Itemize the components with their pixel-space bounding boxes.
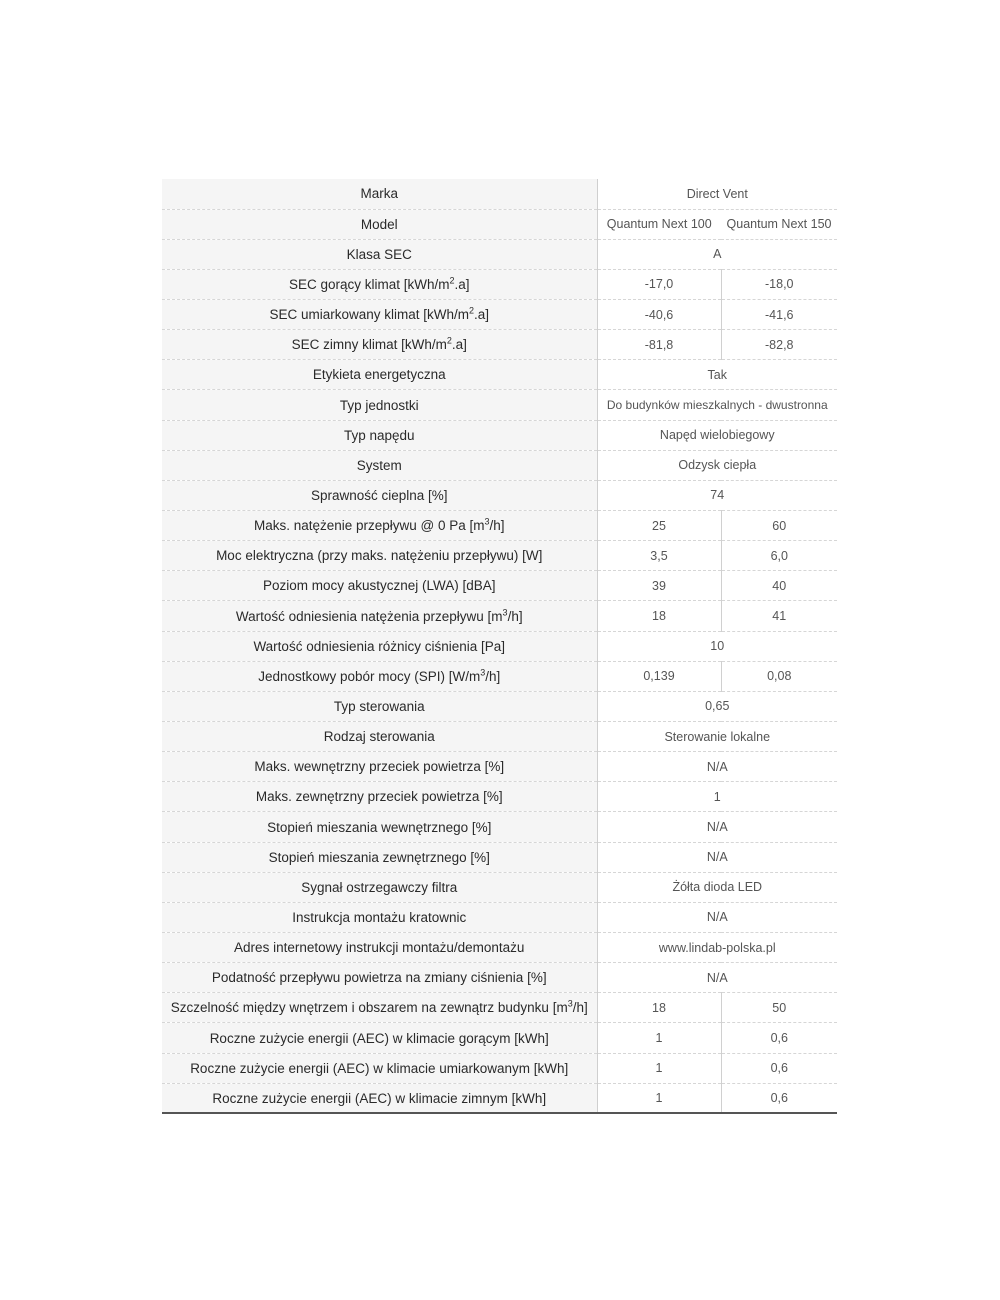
row-value: Do budynków mieszkalnych - dwustronna bbox=[597, 390, 837, 420]
row-label-text: Instrukcja montażu kratownic bbox=[292, 909, 467, 925]
spec-table bbox=[162, 179, 837, 1114]
table-row bbox=[162, 450, 837, 480]
table-row bbox=[162, 872, 837, 902]
unit-suffix: /h] bbox=[489, 518, 505, 534]
row-label bbox=[162, 752, 597, 782]
row-label-text: SEC zimny klimat [kWh/m bbox=[291, 337, 447, 353]
row-label bbox=[162, 993, 597, 1023]
row-label-text: Wartość odniesienia różnicy ciśnienia [Pa] bbox=[253, 638, 506, 654]
row-value-model-150: 0,6 bbox=[721, 1053, 837, 1083]
table-row bbox=[162, 480, 837, 510]
row-value-model-100: 1 bbox=[597, 1053, 721, 1083]
table-row bbox=[162, 661, 837, 691]
unit-suffix: .a] bbox=[454, 276, 470, 292]
row-value-model-150: Quantum Next 150 bbox=[721, 209, 837, 239]
table-row bbox=[162, 420, 837, 450]
unit-exponent: 3 bbox=[567, 998, 573, 1009]
table-row bbox=[162, 752, 837, 782]
table-row bbox=[162, 1023, 837, 1053]
row-value-model-150: -41,6 bbox=[721, 300, 837, 330]
row-label-text: Stopień mieszania zewnętrznego [%] bbox=[268, 849, 490, 865]
row-label bbox=[162, 300, 597, 330]
row-label bbox=[162, 1023, 597, 1053]
unit-suffix: /h] bbox=[507, 608, 523, 624]
table-row bbox=[162, 722, 837, 752]
table-row bbox=[162, 330, 837, 360]
row-value-model-150: 41 bbox=[721, 601, 837, 631]
row-value-model-100: -40,6 bbox=[597, 300, 721, 330]
unit-suffix: /h] bbox=[572, 1000, 588, 1016]
row-value: Tak bbox=[597, 360, 837, 390]
row-value-model-150: 50 bbox=[721, 993, 837, 1023]
row-label-text: Typ napędu bbox=[343, 427, 415, 443]
row-value-model-150: -82,8 bbox=[721, 330, 837, 360]
row-label-text: Rodzaj sterowania bbox=[323, 729, 435, 745]
table-row bbox=[162, 993, 837, 1023]
row-label bbox=[162, 450, 597, 480]
row-label bbox=[162, 812, 597, 842]
unit-suffix: .a] bbox=[451, 337, 467, 353]
row-label bbox=[162, 420, 597, 450]
row-value: Sterowanie lokalne bbox=[597, 722, 837, 752]
table-row bbox=[162, 209, 837, 239]
unit-exponent: 2 bbox=[446, 335, 452, 346]
row-label bbox=[162, 480, 597, 510]
table-row bbox=[162, 812, 837, 842]
row-label bbox=[162, 390, 597, 420]
row-value: N/A bbox=[597, 902, 837, 932]
row-label-text: Klasa SEC bbox=[346, 246, 412, 262]
row-label bbox=[162, 511, 597, 541]
unit-exponent: 2 bbox=[449, 275, 455, 286]
row-value: 1 bbox=[597, 782, 837, 812]
row-label bbox=[162, 691, 597, 721]
table-row bbox=[162, 571, 837, 601]
row-label-text: Maks. wewnętrzny przeciek powietrza [%] bbox=[254, 759, 505, 775]
table-row bbox=[162, 631, 837, 661]
row-label bbox=[162, 601, 597, 631]
table-row bbox=[162, 1083, 837, 1113]
row-label bbox=[162, 269, 597, 299]
row-value-model-150: -18,0 bbox=[721, 269, 837, 299]
row-label bbox=[162, 722, 597, 752]
row-label bbox=[162, 239, 597, 269]
row-label-text: Podatność przepływu powietrza na zmiany ciśnienia [%] bbox=[211, 970, 547, 986]
row-value-model-100: 0,139 bbox=[597, 661, 721, 691]
row-label-text: Marka bbox=[360, 186, 398, 202]
row-label-text: Roczne zużycie energii (AEC) w klimacie umiarkowanym [kWh] bbox=[190, 1060, 569, 1076]
row-label-text: Sprawność cieplna [%] bbox=[310, 487, 448, 503]
row-value: N/A bbox=[597, 812, 837, 842]
table-row bbox=[162, 933, 837, 963]
spec-table-body bbox=[162, 179, 837, 1113]
row-label-text: Sygnał ostrzegawczy filtra bbox=[301, 879, 458, 895]
row-label bbox=[162, 179, 597, 209]
row-value-model-100: 18 bbox=[597, 993, 721, 1023]
table-row bbox=[162, 902, 837, 932]
row-value-model-150: 0,08 bbox=[721, 661, 837, 691]
row-value-model-100: Quantum Next 100 bbox=[597, 209, 721, 239]
row-value-model-100: 18 bbox=[597, 601, 721, 631]
table-row bbox=[162, 300, 837, 330]
row-value: 10 bbox=[597, 631, 837, 661]
row-label-text: Poziom mocy akustycznej (LWA) [dBA] bbox=[262, 578, 496, 594]
row-value: Odzysk ciepła bbox=[597, 450, 837, 480]
row-label-text: SEC gorący klimat [kWh/m bbox=[288, 276, 450, 292]
row-value: N/A bbox=[597, 842, 837, 872]
unit-exponent: 2 bbox=[469, 305, 475, 316]
row-value: Żółta dioda LED bbox=[597, 872, 837, 902]
row-value-model-100: -81,8 bbox=[597, 330, 721, 360]
unit-suffix: .a] bbox=[474, 307, 490, 323]
row-value-model-150: 0,6 bbox=[721, 1023, 837, 1053]
table-row bbox=[162, 691, 837, 721]
row-value: Napęd wielobiegowy bbox=[597, 420, 837, 450]
row-label-text: Stopień mieszania wewnętrznego [%] bbox=[267, 819, 492, 835]
row-value-model-100: 3,5 bbox=[597, 541, 721, 571]
row-label-text: Moc elektryczna (przy maks. natężeniu przepływu) [W] bbox=[216, 548, 543, 564]
row-label-text: Typ jednostki bbox=[339, 397, 419, 413]
row-value-model-100: 1 bbox=[597, 1083, 721, 1113]
row-value: 0,65 bbox=[597, 691, 837, 721]
row-label-text: Model bbox=[360, 216, 398, 232]
row-value: 74 bbox=[597, 480, 837, 510]
row-label-text: Adres internetowy instrukcji montażu/demontażu bbox=[234, 940, 525, 956]
unit-suffix: /h] bbox=[485, 668, 501, 684]
row-label bbox=[162, 933, 597, 963]
table-row bbox=[162, 239, 837, 269]
row-label-text: Etykieta energetyczna bbox=[312, 367, 446, 383]
row-label bbox=[162, 963, 597, 993]
row-label-text: Roczne zużycie energii (AEC) w klimacie gorącym [kWh] bbox=[209, 1030, 549, 1046]
row-label bbox=[162, 782, 597, 812]
row-value-model-150: 60 bbox=[721, 511, 837, 541]
row-label bbox=[162, 360, 597, 390]
row-label-text: Wartość odniesienia natężenia przepływu [m bbox=[235, 608, 503, 624]
row-label bbox=[162, 1083, 597, 1113]
row-label bbox=[162, 631, 597, 661]
row-value-model-100: 39 bbox=[597, 571, 721, 601]
row-value: Direct Vent bbox=[597, 179, 837, 209]
unit-exponent: 3 bbox=[480, 667, 486, 678]
row-value-model-150: 0,6 bbox=[721, 1083, 837, 1113]
row-value-model-100: -17,0 bbox=[597, 269, 721, 299]
row-value: A bbox=[597, 239, 837, 269]
row-label bbox=[162, 209, 597, 239]
row-label bbox=[162, 902, 597, 932]
row-value: www.lindab-polska.pl bbox=[597, 933, 837, 963]
row-label bbox=[162, 1053, 597, 1083]
row-label-text: Maks. zewnętrzny przeciek powietrza [%] bbox=[255, 789, 503, 805]
row-label bbox=[162, 872, 597, 902]
table-row bbox=[162, 782, 837, 812]
row-value-model-100: 1 bbox=[597, 1023, 721, 1053]
unit-exponent: 3 bbox=[484, 516, 490, 527]
table-row bbox=[162, 541, 837, 571]
row-label bbox=[162, 571, 597, 601]
row-label-text: Jednostkowy pobór mocy (SPI) [W/m bbox=[258, 668, 481, 684]
table-row bbox=[162, 842, 837, 872]
row-value-model-150: 40 bbox=[721, 571, 837, 601]
row-label-text: Szczelność między wnętrzem i obszarem na zewnątrz budynku [m bbox=[170, 1000, 568, 1016]
row-value-model-150: 6,0 bbox=[721, 541, 837, 571]
table-row bbox=[162, 511, 837, 541]
row-value: N/A bbox=[597, 752, 837, 782]
table-row bbox=[162, 963, 837, 993]
table-row bbox=[162, 179, 837, 209]
table-row bbox=[162, 360, 837, 390]
row-label-text: System bbox=[356, 457, 402, 473]
row-label bbox=[162, 842, 597, 872]
table-row bbox=[162, 390, 837, 420]
row-label-text: Roczne zużycie energii (AEC) w klimacie zimnym [kWh] bbox=[212, 1090, 547, 1106]
row-label bbox=[162, 661, 597, 691]
row-label bbox=[162, 541, 597, 571]
row-value-model-100: 25 bbox=[597, 511, 721, 541]
row-label-text: Maks. natężenie przepływu @ 0 Pa [m bbox=[253, 518, 485, 534]
table-row bbox=[162, 1053, 837, 1083]
table-row bbox=[162, 601, 837, 631]
row-label-text: SEC umiarkowany klimat [kWh/m bbox=[269, 307, 469, 323]
row-label bbox=[162, 330, 597, 360]
row-value: N/A bbox=[597, 963, 837, 993]
row-label-text: Typ sterowania bbox=[333, 698, 425, 714]
unit-exponent: 3 bbox=[502, 607, 508, 618]
table-row bbox=[162, 269, 837, 299]
